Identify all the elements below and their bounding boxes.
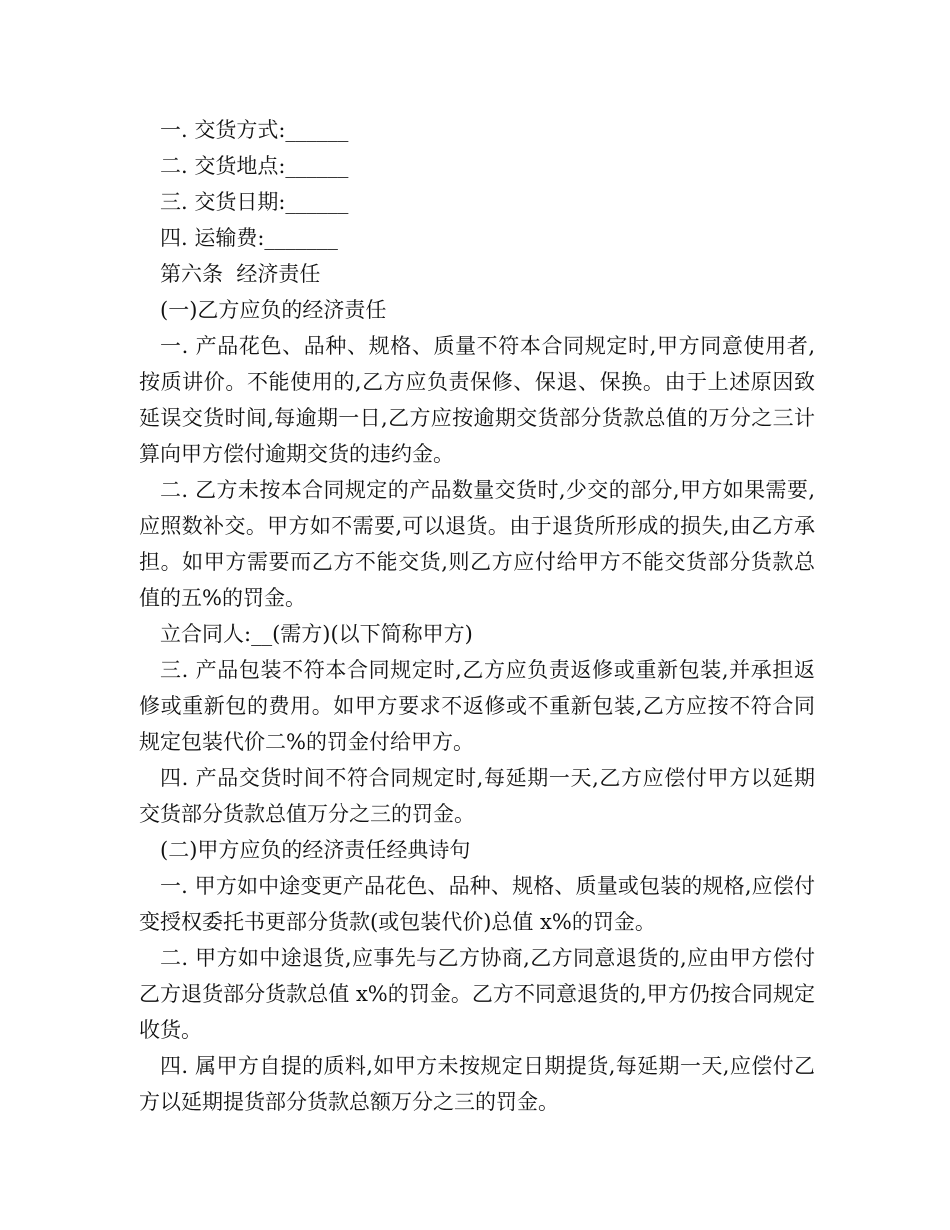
party-a-clause-4: 四. 属甲方自提的质料,如甲方未按规定日期提货,每延期一天,应偿付乙方以延期提货部分货款总额万分之三的罚金。: [139, 1054, 815, 1114]
party-b-liability-heading: (一)乙方应负的经济责任: [160, 298, 387, 322]
shipping-cost-line: 四. 运输费:_______: [160, 226, 338, 250]
party-b-clause-4: 四. 产品交货时间不符合同规定时,每延期一天,乙方应偿付甲方以延期交货部分货款总值万分之三的罚金。: [139, 766, 815, 826]
document-body: [139, 112, 815, 1120]
party-a-clause-2: 二. 甲方如中途退货,应事先与乙方协商,乙方同意退货的,应由甲方偿付乙方退货部分货款总值 x%的罚金。乙方不同意退货的,甲方仍按合同规定收货。: [139, 946, 815, 1042]
party-b-clause-3: 三. 产品包装不符本合同规定时,乙方应负责返修或重新包装,并承担返修或重新包的费用。如甲方要求不返修或不重新包装,乙方应按不符合同规定包装代价二%的罚金付给甲方。: [139, 658, 815, 754]
delivery-method-line: 一. 交货方式:______: [160, 118, 349, 142]
delivery-location-line: 二. 交货地点:______: [160, 154, 349, 178]
party-b-clause-2: 二. 乙方未按本合同规定的产品数量交货时,少交的部分,甲方如果需要,应照数补交。甲方如不需要,可以退货。由于退货所形成的损失,由乙方承担。如甲方需要而乙方不能交货,则乙方应付给甲方不能交货部分货款总值的五%的罚金。: [139, 478, 815, 610]
party-b-clause-1: 一. 产品花色、品种、规格、质量不符本合同规定时,甲方同意使用者,按质讲价。不能使用的,乙方应负责保修、保退、保换。由于上述原因致延误交货时间,每逾期一日,乙方应按逾期交货部分货款总值的万分之三计算向甲方偿付逾期交货的违约金。: [139, 334, 815, 466]
delivery-date-line: 三. 交货日期:______: [160, 190, 349, 214]
contract-party-line: 立合同人:__(需方)(以下简称甲方): [160, 622, 473, 646]
party-a-liability-heading: (二)甲方应负的经济责任经典诗句: [160, 838, 471, 862]
article-six-heading: 第六条 经济责任: [160, 262, 321, 286]
party-a-clause-1: 一. 甲方如中途变更产品花色、品种、规格、质量或包装的规格,应偿付变授权委托书更部分货款(或包装代价)总值 x%的罚金。: [139, 874, 815, 934]
